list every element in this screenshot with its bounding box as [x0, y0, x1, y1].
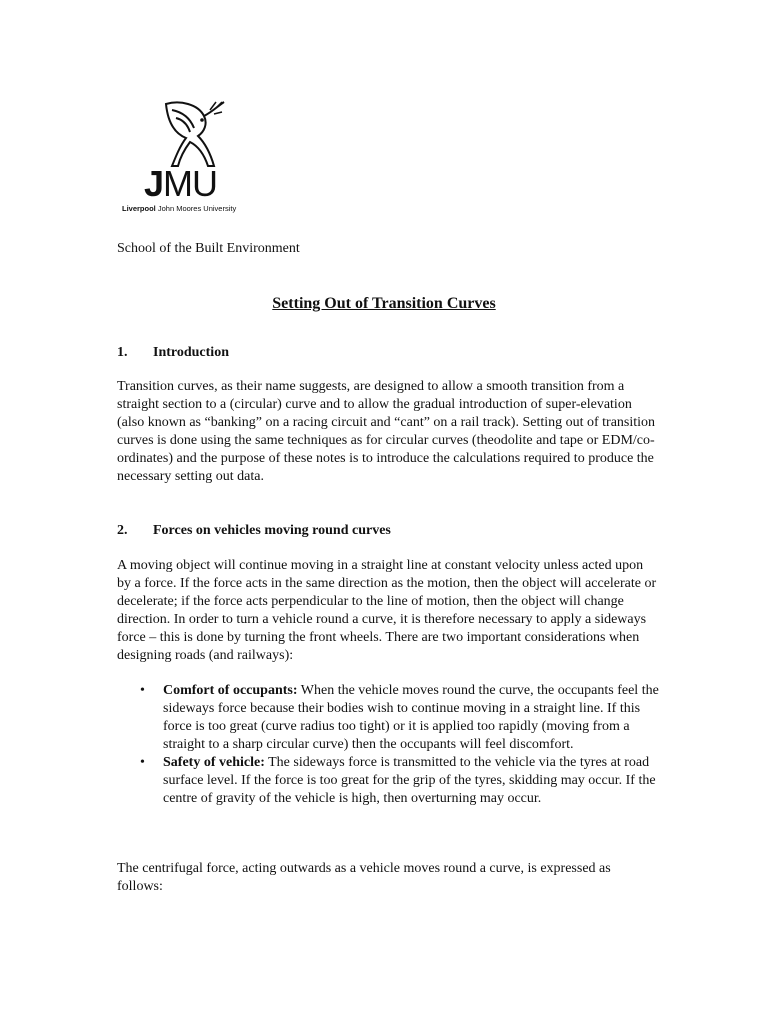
list-item-title: Safety of vehicle: — [163, 755, 265, 770]
list-item-title: Comfort of occupants: — [163, 683, 298, 698]
school-name: School of the Built Environment — [117, 241, 300, 256]
list-item — [140, 682, 660, 754]
logo-subtitle — [122, 205, 236, 213]
forces-paragraph: A moving object will continue moving in a straight line at constant velocity unless acted upon by a force. If the force acts in the same direction as the motion, then the object will accelerate or decelerate; if the force acts perpendicular to the line of motion, then the object will change direction. In order to turn a vehicle round a curve, it is therefore necessary to apply a sideways force – this is done by turning the front wheels. There are two important considerations when designing roads (and railways): — [117, 558, 657, 663]
section-number: 1. — [117, 345, 128, 360]
jmu-logo — [118, 98, 268, 216]
centrifugal-paragraph: The centrifugal force, acting outwards as a vehicle moves round a curve, is expressed as follows: — [117, 861, 611, 894]
list-item — [140, 754, 660, 808]
section-heading-forces — [117, 523, 391, 539]
list-item-text: The sideways force is transmitted to the vehicle via the tyres at road surface level. If the force is too great for the grip of the tyres, skidding may occur. If the centre of gravity of the vehicle is high, then overturning may occur. — [163, 755, 656, 806]
document-title: Setting Out of Transition Curves — [272, 295, 496, 312]
considerations-list — [140, 682, 660, 808]
section-title: Introduction — [153, 345, 229, 360]
logo-m: M — [163, 163, 193, 204]
introduction-paragraph: Transition curves, as their name suggests, are designed to allow a smooth transition from a straight section to a (circular) curve and to allow the gradual introduction of super-elevation (also known as “banking” on a racing circuit and “cant” on a rail track). Setting out of transition curves is done using the same techniques as for circular curves (theodolite and tape or EDM/co-ordinates) and the purpose of these notes is to introduce the calculations required to produce the necessary setting out data. — [117, 379, 656, 484]
logo-u: U — [192, 163, 218, 204]
liver-bird-icon — [158, 98, 228, 168]
bullet-marker: • — [140, 755, 145, 770]
logo-j: J — [144, 163, 164, 204]
list-item-text: When the vehicle moves round the curve, the occupants feel the sideways force because their bodies wish to continue moving in a straight line. If this force is too great (curve radius too tight) or it is applied too rapidly (moving from a straight to a sharp circular curve) then the occupants will feel discomfort. — [163, 683, 659, 752]
logo-subtitle-rest: John Moores University — [155, 204, 237, 213]
section-heading-introduction — [117, 345, 229, 361]
section-title: Forces on vehicles moving round curves — [153, 523, 391, 538]
logo-subtitle-bold: Liverpool — [122, 204, 156, 213]
section-number: 2. — [117, 523, 128, 538]
logo-wordmark — [144, 163, 218, 204]
bullet-marker: • — [140, 683, 145, 698]
